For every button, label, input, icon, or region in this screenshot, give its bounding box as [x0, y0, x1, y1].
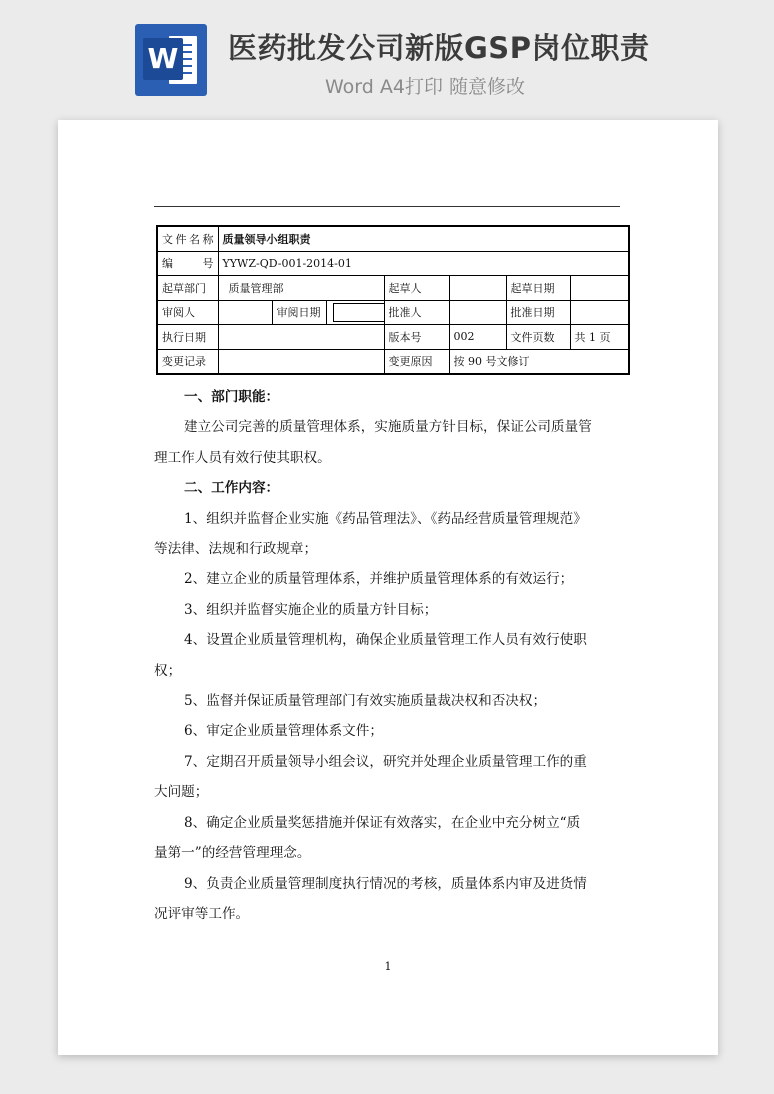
version-value: 002 [449, 325, 506, 350]
list-item-continuation: 等法律、法规和行政规章； [154, 541, 318, 558]
pages-label: 文件页数 [506, 325, 570, 350]
logo-letter: W [143, 38, 183, 80]
exec-date-value [218, 325, 384, 350]
list-item: 2、建立企业的质量管理体系，并维护质量管理体系的有效运行； [184, 571, 574, 588]
reviewer-label: 审阅人 [157, 300, 218, 325]
page-number: 1 [384, 960, 392, 973]
word-logo-icon [135, 24, 207, 96]
table-row [157, 226, 629, 251]
draft-date-value [570, 276, 629, 301]
list-item: 4、设置企业质量管理机构，确保企业质量管理工作人员有效行使职 [184, 632, 587, 649]
change-record-value [218, 349, 384, 374]
dept-label: 起草部门 [157, 276, 218, 301]
change-reason-value: 按 90 号文修订 [449, 349, 629, 374]
banner-title: 医药批发公司新版GSP岗位职责 [228, 31, 650, 65]
header-rule [154, 206, 620, 207]
exec-date-label: 执行日期 [157, 325, 218, 350]
paragraph-line: 理工作人员有效行使其职权。 [154, 449, 331, 466]
file-name-label: 文件名称 [157, 226, 218, 251]
list-item: 8、确定企业质量奖惩措施并保证有效落实，在企业中充分树立“质 [184, 814, 581, 831]
approve-date-value [570, 300, 629, 325]
list-item: 5、监督并保证质量管理部门有效实施质量裁决权和否决权； [184, 693, 547, 710]
pages-value: 共 1 页 [570, 325, 629, 350]
approve-date-label: 批准日期 [506, 300, 570, 325]
list-item: 6、审定企业质量管理体系文件； [184, 723, 383, 740]
change-record-label: 变更记录 [157, 349, 218, 374]
list-item-continuation: 量第一”的经营管理理念。 [154, 845, 311, 862]
list-item: 1、组织并监督企业实施《药品管理法》、《药品经营质量管理规范》 [184, 510, 587, 527]
dept-value: 质量管理部 [218, 276, 384, 301]
document-page [58, 120, 718, 1055]
review-date-box [333, 303, 385, 322]
drafter-label: 起草人 [384, 276, 449, 301]
paragraph-line: 建立公司完善的质量管理体系，实施质量方针目标，保证公司质量管 [184, 419, 592, 436]
table-row [157, 276, 629, 301]
review-date-label: 审阅日期 [272, 300, 326, 325]
header-banner [0, 0, 774, 112]
version-label: 版本号 [384, 325, 449, 350]
code-value: YYWZ-QD-001-2014-01 [218, 251, 629, 276]
review-date-value [326, 300, 384, 325]
document-info-table [156, 225, 630, 375]
draft-date-label: 起草日期 [506, 276, 570, 301]
table-row [157, 300, 629, 325]
list-item: 9、负责企业质量管理制度执行情况的考核，质量体系内审及进货情 [184, 875, 587, 892]
section-heading: 二、工作内容： [184, 480, 280, 497]
table-row [157, 349, 629, 374]
code-label: 编 号 [157, 251, 218, 276]
list-item: 3、组织并监督实施企业的质量方针目标； [184, 601, 438, 618]
banner-subtitle: Word A4打印 随意修改 [325, 76, 526, 98]
list-item-continuation: 权； [154, 662, 182, 679]
file-name-value: 质量领导小组职责 [218, 226, 629, 251]
table-row [157, 325, 629, 350]
table-row [157, 251, 629, 276]
approver-label: 批准人 [384, 300, 449, 325]
reviewer-value [218, 300, 272, 325]
section-heading: 一、部门职能： [184, 389, 280, 405]
approver-value [449, 300, 506, 325]
list-item-continuation: 大问题； [154, 784, 209, 801]
document-body [154, 382, 620, 929]
change-reason-label: 变更原因 [384, 349, 449, 374]
drafter-value [449, 276, 506, 301]
list-item: 7、定期召开质量领导小组会议，研究并处理企业质量管理工作的重 [184, 753, 587, 770]
list-item-continuation: 况评审等工作。 [154, 905, 250, 922]
